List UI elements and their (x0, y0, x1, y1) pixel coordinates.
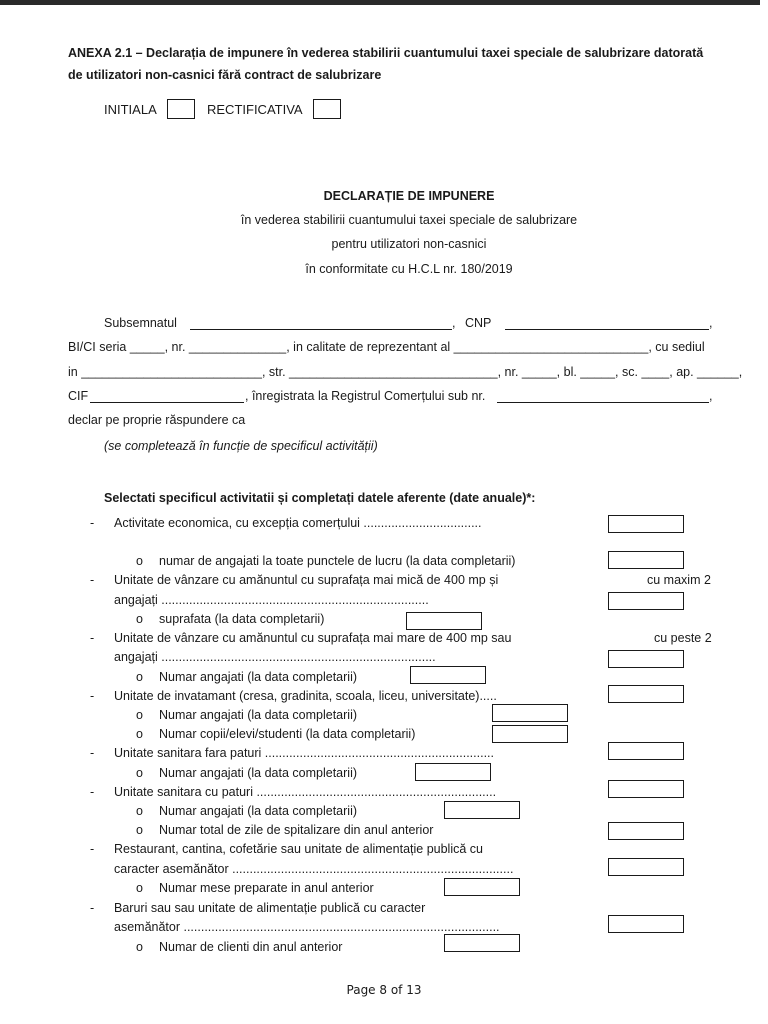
item-numar-clienti: Numar de clienti din anul anterior (159, 940, 343, 954)
cif-field[interactable] (90, 402, 244, 403)
subsemnatul-label: Subsemnatul (104, 316, 177, 330)
annex-title-line2: de utilizatori non-casnici fără contract de salubrizare (68, 68, 382, 82)
item-zile-spitalizare: Numar total de zile de spitalizare din anul anterior (159, 823, 434, 837)
sub-bullet: o (136, 940, 143, 954)
restaurant-input[interactable] (608, 858, 684, 876)
item-numar-angajati-puncte: numar de angajati la toate punctele de lucru (la data completarii) (159, 554, 516, 568)
item-numar-angajati-fara-paturi: Numar angajati (la data completarii) (159, 766, 358, 780)
item-activitate-economica: Activitate economica, cu excepția comerțului .................................. (114, 516, 482, 530)
cnp-label: CNP (465, 316, 492, 330)
list-bullet: - (90, 689, 95, 703)
sub-bullet: o (136, 804, 143, 818)
sub-bullet: o (136, 708, 143, 722)
item-invatamant: Unitate de invatamant (cresa, gradinita, scoala, liceu, universitate)..... (114, 689, 497, 703)
numar-angajati-puncte-input[interactable] (608, 551, 684, 569)
item-numar-angajati-cu-paturi: Numar angajati (la data completarii) (159, 804, 358, 818)
list-bullet: - (90, 901, 95, 915)
address-row: in __________________________, str. ______________________________, nr. _____, bl. _____, sc. ____, ap. ______, (68, 365, 743, 379)
registru-field[interactable] (497, 402, 709, 403)
selection-heading: Selectati specificul activitatii și completați datele aferente (date anuale)*: (104, 491, 536, 505)
activitate-economica-input[interactable] (608, 515, 684, 533)
list-bullet: - (90, 631, 95, 645)
initiala-checkbox[interactable] (167, 99, 195, 119)
baruri-input[interactable] (608, 915, 684, 933)
sub-bullet: o (136, 881, 143, 895)
cif-label: CIF (68, 389, 89, 403)
list-bullet: - (90, 573, 95, 587)
sub-bullet: o (136, 823, 143, 837)
declaration-subtitle-2: pentru utilizatori non-casnici (331, 237, 487, 251)
item-sanitara-cu-paturi: Unitate sanitara cu paturi ..................................................................... (114, 785, 497, 799)
sub-bullet: o (136, 766, 143, 780)
item-mese-preparate: Numar mese preparate in anul anterior (159, 881, 374, 895)
sub-bullet: o (136, 612, 143, 626)
item-baruri-cont: asemănător ........................................................................................... (114, 920, 500, 934)
separator-comma: , (709, 316, 713, 330)
item-vanzare-mica-condition: cu maxim 2 (647, 573, 711, 587)
declaration-subtitle-3: în conformitate cu H.C.L nr. 180/2019 (305, 262, 513, 276)
initiala-label: INITIALA (104, 102, 157, 117)
vanzare-mare-input[interactable] (608, 650, 684, 668)
sub-bullet: o (136, 727, 143, 741)
item-sanitara-fara-paturi: Unitate sanitara fara paturi .................................................................. (114, 746, 494, 760)
list-bullet: - (90, 746, 95, 760)
numar-angajati-cu-paturi-input[interactable] (444, 801, 520, 819)
separator-comma: , (709, 389, 713, 403)
separator-comma: , (452, 316, 456, 330)
subsemnatul-field[interactable] (190, 329, 452, 330)
rectificativa-checkbox[interactable] (313, 99, 341, 119)
completion-note: (se completează în funcție de specificul activității) (104, 439, 378, 453)
mese-preparate-input[interactable] (444, 878, 520, 896)
numar-angajati-vanzare-mare-input[interactable] (410, 666, 486, 684)
page-number: Page 8 of 13 (346, 983, 422, 997)
item-vanzare-mica-cont: angajați ............................................................................. (114, 593, 429, 607)
scan-top-border (0, 0, 760, 5)
invatamant-input[interactable] (608, 685, 684, 703)
list-bullet: - (90, 516, 95, 530)
list-bullet: - (90, 785, 95, 799)
item-vanzare-mare: Unitate de vânzare cu amănuntul cu suprafața mai mare de 400 mp sau (114, 631, 512, 645)
item-numar-angajati-vanzare-mare: Numar angajati (la data completarii) (159, 670, 358, 684)
numar-elevi-input[interactable] (492, 725, 568, 743)
registru-label: , înregistrata la Registrul Comerțului sub nr. (245, 389, 486, 403)
item-suprafata: suprafata (la data completarii) (159, 612, 325, 626)
sanitara-cu-paturi-input[interactable] (608, 780, 684, 798)
declaration-title: DECLARAȚIE DE IMPUNERE (323, 189, 495, 203)
item-vanzare-mare-cont: angajați ............................................................................... (114, 650, 436, 664)
numar-angajati-invatamant-input[interactable] (492, 704, 568, 722)
item-numar-angajati-invatamant: Numar angajati (la data completarii) (159, 708, 358, 722)
item-restaurant: Restaurant, cantina, cofetărie sau unitate de alimentație publică cu (114, 842, 483, 856)
cnp-field[interactable] (505, 329, 709, 330)
rectificativa-label: RECTIFICATIVA (207, 102, 303, 117)
suprafata-input[interactable] (406, 612, 482, 630)
vanzare-mica-input[interactable] (608, 592, 684, 610)
item-numar-elevi: Numar copii/elevi/studenti (la data completarii) (159, 727, 416, 741)
item-baruri: Baruri sau sau unitate de alimentație publică cu caracter (114, 901, 426, 915)
declar-text: declar pe proprie răspundere ca (68, 413, 246, 427)
item-restaurant-cont: caracter asemănător ................................................................................. (114, 862, 514, 876)
sub-bullet: o (136, 670, 143, 684)
annex-title-line1: ANEXA 2.1 – Declarația de impunere în vederea stabilirii cuantumului taxei speciale de salubrizare datorată (68, 46, 704, 60)
numar-angajati-fara-paturi-input[interactable] (415, 763, 491, 781)
item-vanzare-mica: Unitate de vânzare cu amănuntul cu suprafața mai mică de 400 mp și (114, 573, 499, 587)
list-bullet: - (90, 842, 95, 856)
declaration-subtitle-1: în vederea stabilirii cuantumului taxei speciale de salubrizare (240, 213, 578, 227)
sub-bullet: o (136, 554, 143, 568)
numar-clienti-input[interactable] (444, 934, 520, 952)
bi-ci-row: BI/CI seria _____, nr. ______________, in calitate de reprezentant al ____________________________, cu sediul (68, 340, 705, 354)
item-vanzare-mare-condition: cu peste 2 (654, 631, 712, 645)
zile-spitalizare-input[interactable] (608, 822, 684, 840)
sanitara-fara-paturi-input[interactable] (608, 742, 684, 760)
